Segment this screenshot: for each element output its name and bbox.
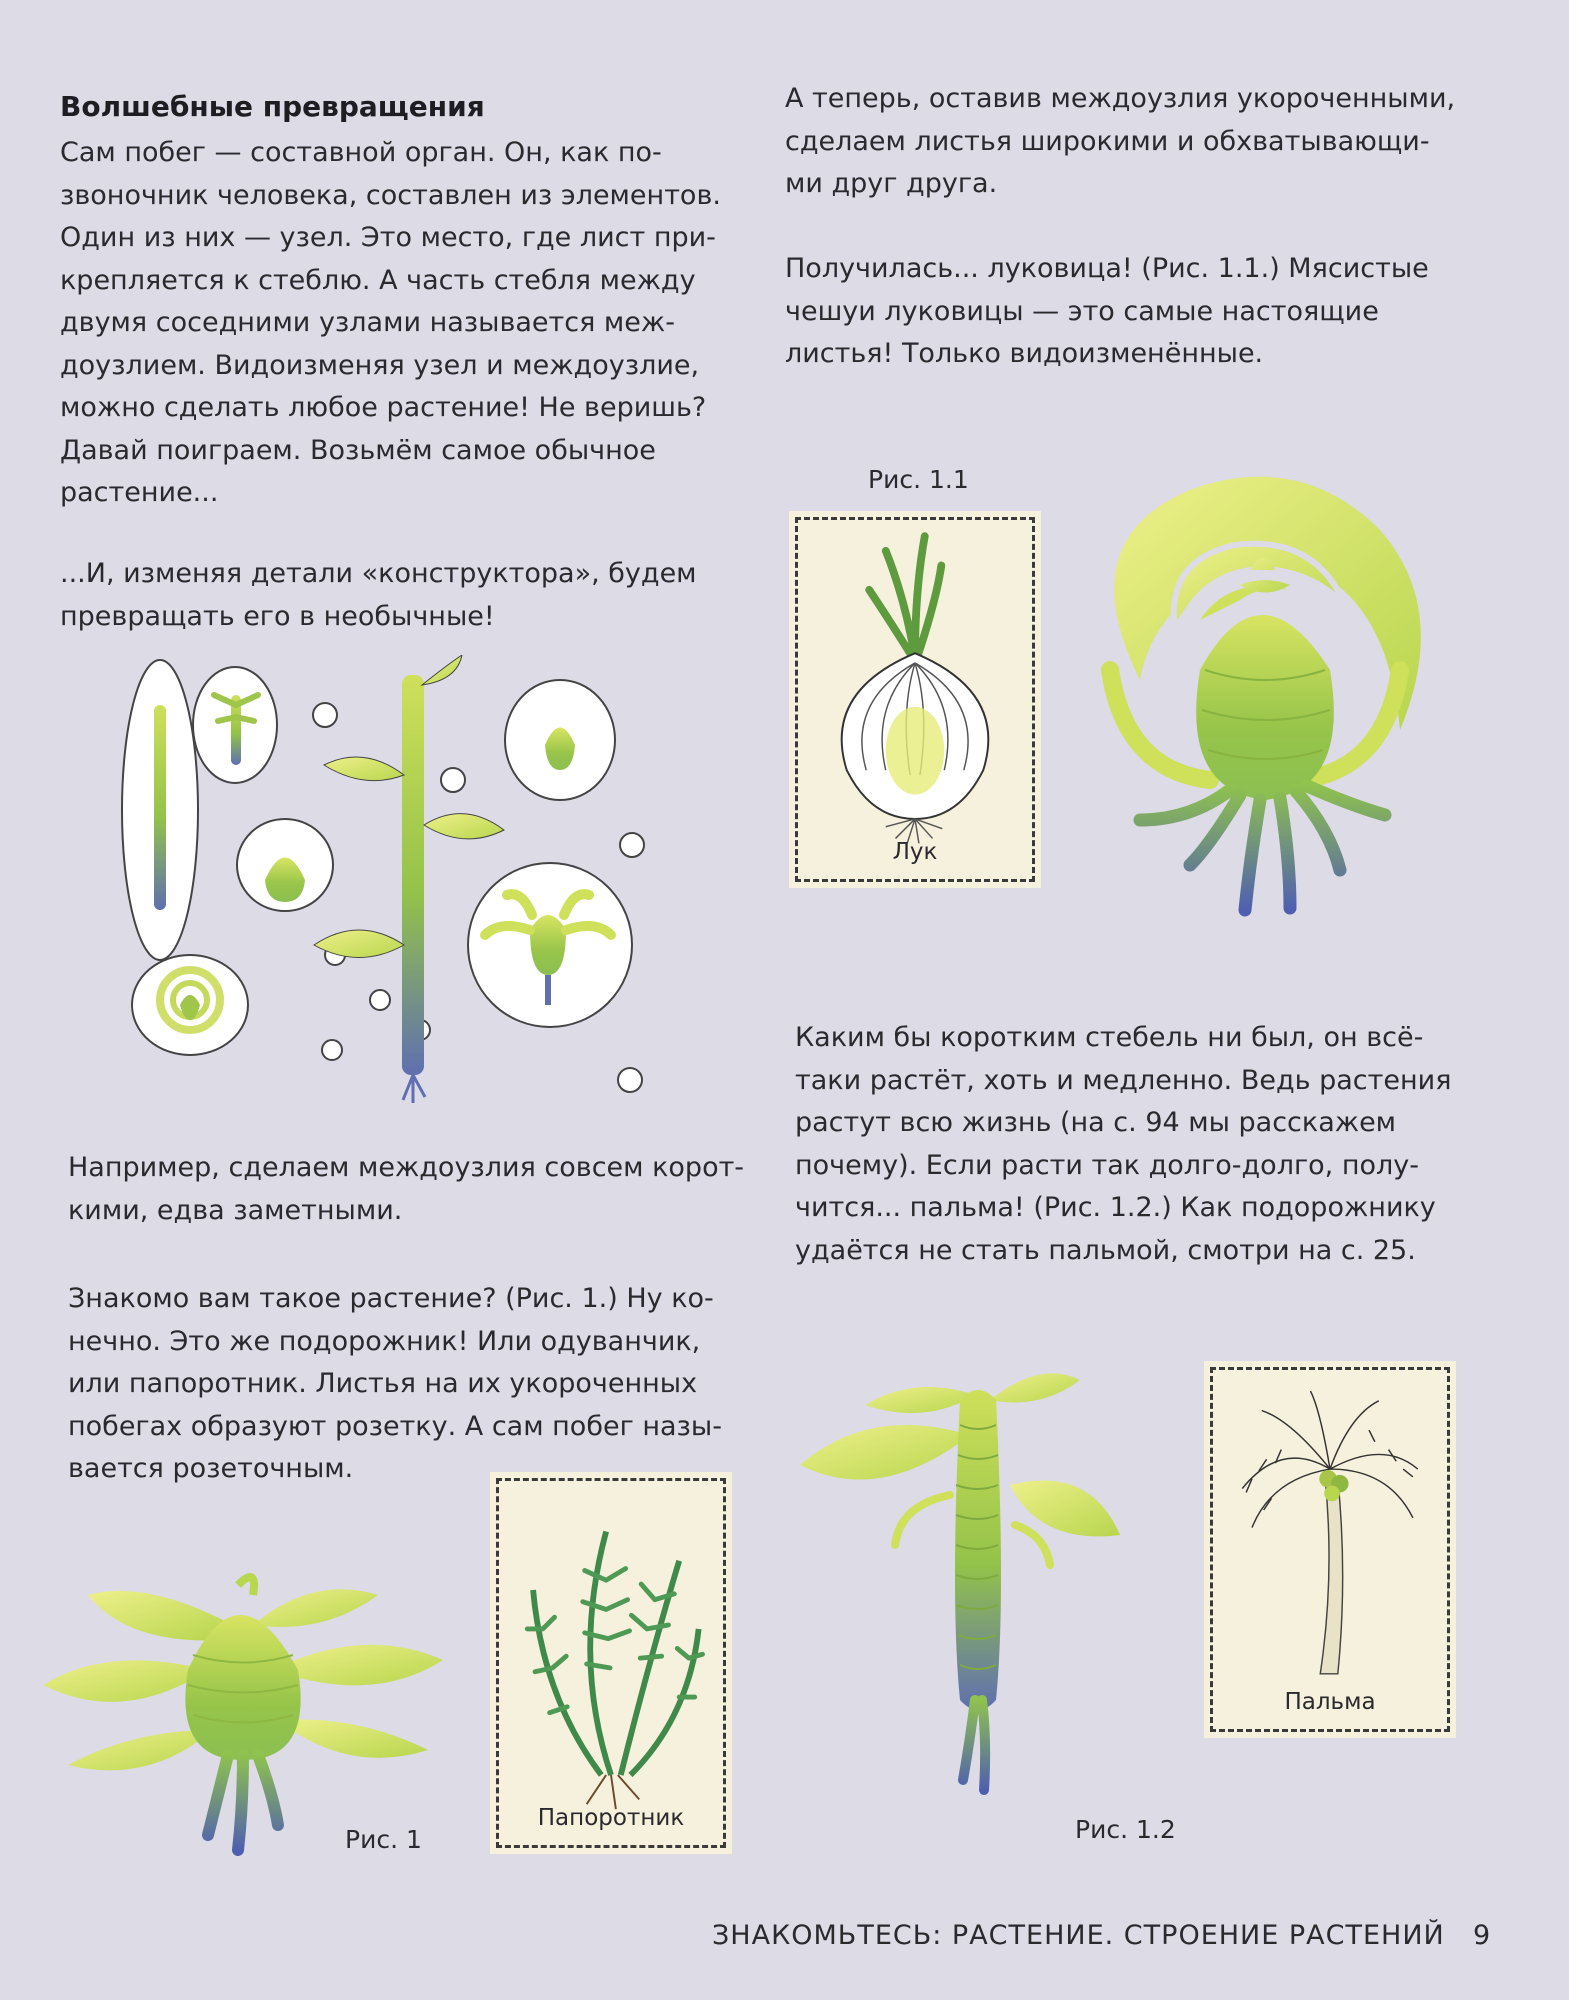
- fig11-caption: Рис. 1.1: [868, 465, 969, 494]
- bulb-plant-illustration: [1080, 460, 1460, 960]
- palm-paragraph: [795, 1017, 1451, 1272]
- palm-stamp: [1210, 1367, 1450, 1732]
- palm-label: Пальма: [1284, 1689, 1376, 1715]
- palm-tree-icon: [1213, 1370, 1447, 1729]
- intro-paragraph: [60, 132, 721, 515]
- rosette-text: Знакомо вам такое растение? (Рис. 1.) Ну ко- нечно. Это же подорожник! Или одуванчик, или папоротник. Листья на их укороченных побегах образуют розетку. А сам побег назы- вается розеточным.: [68, 1283, 722, 1484]
- example-text: Например, сделаем междоузлия совсем корот- кими, едва заметными.: [68, 1152, 745, 1226]
- game-text: ...И, изменяя детали «конструктора», будем превращать его в необычные!: [60, 558, 697, 632]
- bulb-text: А теперь, оставив междоузлия укороченными, сделаем листья широкими и обхватывающи- ми друг друга.: [785, 83, 1456, 199]
- bulb-paragraph: [785, 78, 1455, 206]
- plant-constructor-illustration: [120, 655, 660, 1105]
- palm-text: Каким бы коротким стебель ни был, он всё- таки растёт, хоть и медленно. Ведь растения растут всю жизнь (на с. 94 мы расскажем почему). Если расти так долго-долго, полу- чится... пальма! (Рис. 1.2.) Как подорожнику удаётся не стать пальмой, смотри на с. 25.: [795, 1022, 1452, 1266]
- fig1-caption: Рис. 1: [345, 1825, 422, 1854]
- fern-label: Папоротник: [537, 1805, 685, 1831]
- game-paragraph: [60, 553, 697, 638]
- fern-stamp: [496, 1478, 726, 1848]
- page-number: 9: [1473, 1920, 1492, 1951]
- bulb-result-text: Получилась... луковица! (Рис. 1.1.) Мясистые чешуи луковицы — это самые настоящие листья! Только видоизменённые.: [785, 253, 1429, 369]
- onion-stamp: [795, 517, 1035, 882]
- onion-label: Лук: [892, 839, 938, 865]
- rosette-paragraph: [68, 1278, 722, 1491]
- fig12-caption: Рис. 1.2: [1075, 1815, 1176, 1844]
- example-paragraph: [68, 1147, 744, 1232]
- bulb-result-paragraph: [785, 248, 1429, 376]
- intro-text: Сам побег — составной орган. Он, как по- звоночник человека, составлен из элементов. Один из них — узел. Это место, где лист при- крепляется к стеблю. А часть стебля между двумя соседними узлами называется меж- доузлием. Видоизменяя узел и междоузлие, можно сделать любое растение! Не веришь? Давай поиграем. Возьмём самое обычное растение...: [60, 137, 721, 508]
- palm-plant-illustration: [790, 1365, 1170, 1815]
- fern-icon: [499, 1481, 723, 1845]
- onion-icon: [798, 520, 1032, 879]
- section-title: Волшебные превращения: [60, 90, 485, 123]
- section-footer: ЗНАКОМЬТЕСЬ: РАСТЕНИЕ. СТРОЕНИЕ РАСТЕНИЙ: [712, 1920, 1445, 1951]
